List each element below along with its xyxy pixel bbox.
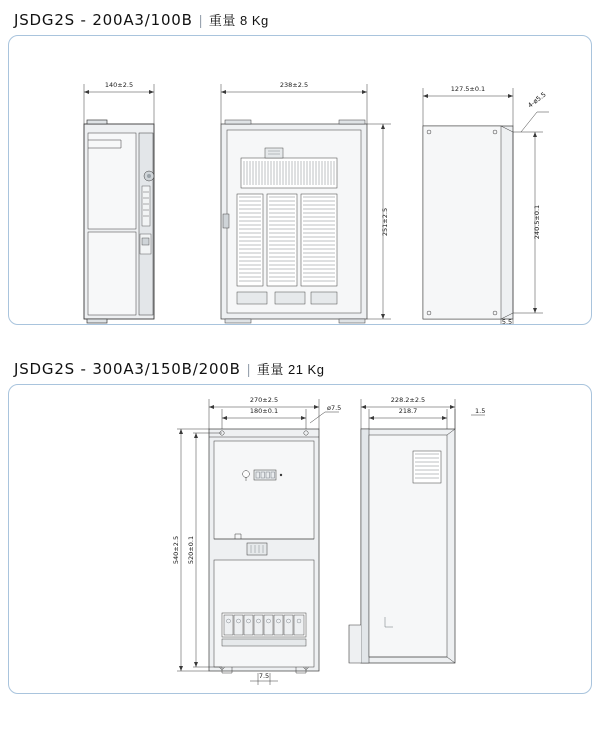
svg-text:7.5: 7.5 bbox=[258, 672, 270, 680]
svg-text:238±2.5: 238±2.5 bbox=[279, 81, 309, 89]
section-2-drawing bbox=[9, 385, 591, 693]
svg-text:180±0.1: 180±0.1 bbox=[249, 407, 279, 415]
section-2-weight: 重量 21 Kg bbox=[256, 362, 325, 377]
section-2-title bbox=[8, 359, 592, 384]
svg-text:228.2±2.5: 228.2±2.5 bbox=[390, 396, 426, 404]
section-1-drawing bbox=[9, 36, 591, 324]
section-2-model: JSDG2S - 300A3/150B/200B bbox=[14, 360, 241, 378]
section-1-drawing-panel bbox=[8, 35, 592, 325]
svg-text:1.5: 1.5 bbox=[475, 407, 486, 415]
section-gap bbox=[8, 325, 592, 359]
svg-text:4-ø5.5: 4-ø5.5 bbox=[526, 90, 548, 110]
svg-text:140±2.5: 140±2.5 bbox=[104, 81, 134, 89]
section-2-drawing-panel bbox=[8, 384, 592, 694]
svg-text:ø7.5: ø7.5 bbox=[327, 404, 342, 412]
section-1-title bbox=[8, 10, 592, 35]
svg-text:270±2.5: 270±2.5 bbox=[249, 396, 279, 404]
svg-text:540±2.5: 540±2.5 bbox=[172, 535, 180, 565]
svg-text:520±0.1: 520±0.1 bbox=[187, 535, 195, 565]
section-1-model: JSDG2S - 200A3/100B bbox=[14, 11, 193, 29]
section-1-weight: 重量 8 Kg bbox=[208, 13, 269, 28]
svg-text:251±2.5: 251±2.5 bbox=[381, 207, 389, 237]
svg-text:127.5±0.1: 127.5±0.1 bbox=[450, 85, 486, 93]
svg-text:5.5: 5.5 bbox=[501, 318, 513, 324]
section-2-separator: | bbox=[246, 361, 251, 377]
section-1 bbox=[8, 10, 592, 325]
svg-text:218.7: 218.7 bbox=[398, 407, 418, 415]
section-1-separator: | bbox=[198, 12, 203, 28]
section-2 bbox=[8, 359, 592, 694]
svg-text:240.5±0.1: 240.5±0.1 bbox=[533, 204, 541, 240]
